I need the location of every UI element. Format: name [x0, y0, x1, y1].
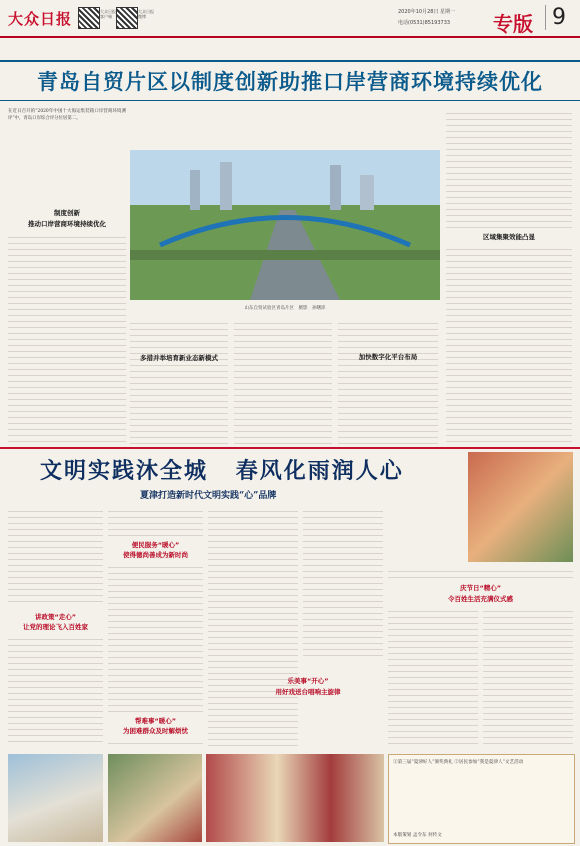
section-subhead: 加快数字化平台布局	[358, 353, 418, 361]
editor-line: 电话(0531)85193733	[398, 20, 451, 26]
body-text	[108, 562, 203, 712]
body-text	[303, 506, 383, 656]
qr-code-icon	[78, 7, 100, 29]
body-text	[8, 634, 103, 744]
photo-notes-box	[388, 754, 575, 844]
divider	[0, 60, 580, 62]
section-subhead: 制度创新	[54, 209, 80, 217]
community-photo	[8, 754, 103, 842]
body-text	[446, 244, 572, 444]
body-text	[208, 506, 298, 746]
body-text	[388, 606, 478, 746]
photo-caption: 山东自贸试验区青岛片区 摄影 孙曙沛	[244, 306, 326, 311]
body-text	[130, 318, 228, 446]
qr-code-icon	[116, 7, 138, 29]
section-name: 专版	[493, 12, 533, 36]
byline: 本版策划 孟令东 何传文	[393, 832, 442, 838]
section-subhead: 让党的理论飞入百姓家	[23, 623, 88, 631]
page-number: 9	[545, 5, 566, 30]
section-subhead: 乐美事“开心”	[287, 677, 329, 685]
headline-part: 春风化雨润人心	[235, 458, 404, 484]
port-photo	[130, 150, 440, 300]
bottom-headline	[40, 454, 404, 485]
section-subhead: 帮难事“暖心”	[134, 717, 177, 725]
section-subhead: 使得德尚善成为新时尚	[123, 551, 188, 559]
headline-part: 文明实践沐全城	[40, 458, 209, 484]
bottom-subhead: 夏津打造新时代文明实践“心”品牌	[140, 491, 277, 501]
divider	[0, 447, 580, 449]
section-subhead: 用好戏送台唱响主旋律	[275, 688, 341, 696]
body-text	[338, 318, 438, 446]
newspaper-logo: 大众日报	[8, 10, 73, 28]
section-subhead: 便民服务“暖心”	[131, 541, 180, 549]
divider	[0, 100, 580, 101]
section-subhead: 讲政策“走心”	[34, 613, 77, 621]
issue-date: 2020年10月28日 星期一	[398, 9, 456, 15]
body-text	[8, 506, 103, 606]
section-subhead: 令百姓生活充满仪式感	[448, 595, 513, 603]
body-text	[8, 232, 126, 442]
section-subhead: 区域集聚效能凸显	[483, 233, 535, 241]
section-subhead: 推动口岸营商环境持续优化	[28, 220, 106, 228]
body-text	[234, 318, 332, 446]
body-text	[483, 606, 573, 746]
section-subhead: 庆节日“精心”	[459, 584, 502, 592]
qr-label: 大众日报微博	[138, 9, 154, 19]
section-subhead: 为困难群众及时解烦忧	[123, 727, 188, 735]
event-photo	[468, 452, 573, 562]
performance-photo	[206, 754, 384, 842]
page-headline: 青岛自贸片区以制度创新助推口岸营商环境持续优化	[37, 70, 543, 94]
photo-notes: ①第三届“夏津好人”颁奖典礼 ②居民参加“我是夏津人”文艺活动	[393, 760, 524, 765]
section-subhead: 多措并举培育新业态新模式	[140, 354, 218, 362]
body-text	[108, 506, 203, 536]
body-text	[446, 108, 572, 228]
lead-paragraph: 在近日召开的“2020年中国十大海运集装箱口岸营商环境测评”中，青岛口岸综合评分位居第二。	[8, 109, 126, 122]
body-text	[388, 566, 573, 578]
qr-label: 大众日报客户端	[100, 9, 116, 19]
body-text	[108, 738, 203, 746]
volunteers-photo	[108, 754, 202, 842]
